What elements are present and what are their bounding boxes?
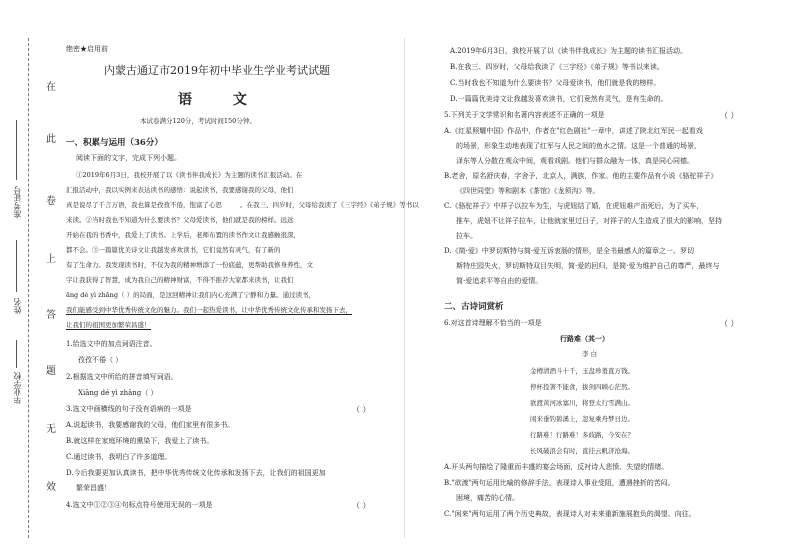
poem-line: 闲来垂钓碧溪上，忽复乘舟梦日边。 (530, 415, 634, 423)
exam-number-line[interactable] (16, 120, 17, 180)
passage-line: 汇报活动中，我以实例来表达读书的感悟：说起读书，我要感谢我的父母，他们 (66, 186, 294, 194)
q1-stem: 1.给选文中的加点词语注音。 (66, 340, 157, 348)
q6-option-b-cont: 困境，痛苦的心情。 (456, 494, 519, 502)
q3-option-d-cont: 繁荣昌盛！ (76, 484, 111, 492)
binding-char: 答 (46, 310, 56, 321)
q5-line: 泽东等人分散在观众中间，观看戏剧。他们与群众融为一体，真是同心同德。 (456, 157, 694, 165)
passage-line: 真是说尽了千言万语，我也算是孜孜不倦，饱富了心思 (66, 201, 222, 209)
exam-number-label: 准考证号 (13, 186, 22, 218)
passage-line: 来读。②当时我也不知道为什么要读书？父母爱读书，他们就是我的榜样。远远 (66, 216, 294, 224)
passage-line: āng dé yì zhǎng（ ）的局面，是这回精神让我们内心充满了宁静和力量。通过读书， (66, 291, 316, 299)
passage-line: 有了生命力。我发现读书时，不仅为我的精神增添了一份底蕴，更帮助我修身养性，文 (66, 261, 313, 269)
poem-title: 行路难（其一） (560, 334, 609, 343)
q6-option-a[interactable]: A.开头两句描绘了隆重而丰盛的宴会场面，反衬诗人悲愤、失望的情绪。 (444, 463, 669, 471)
section2-heading: 二、古诗词赏析 (444, 302, 504, 312)
q5-line: 的场景，形象生动地表现了红军与人民之间的鱼水之情。这是一个普通的场景， (456, 142, 701, 150)
q1-answer[interactable]: 孜孜不倦（ ） (78, 356, 123, 364)
q5-line: 简·爱追求平等自由的爱情。 (456, 277, 543, 285)
q3-option-c[interactable]: C.通过读书，我明白了许多道理。 (66, 453, 172, 461)
passage-line: 开始在我的书香中，我爱上了读书。上学后，老师布置的读书作文让我感触很深， (66, 231, 300, 239)
passage-line: 让我们的祖国更加繁荣昌盛！ (66, 321, 151, 329)
passage-line: 字让我获得了智慧，成为我自己的精神财富，不得不推荐大家都来读书，让我们 (66, 276, 294, 284)
poem-line: 金樽清酒斗十千，玉盘珍羞直万钱。 (530, 367, 634, 375)
q5-line: 《四世同堂》等和剧本《茶馆》《龙须沟》等。 (456, 187, 600, 195)
binding-char: 题 (46, 366, 56, 377)
passage-line: 。在我三、四岁时，父母给我读了《三字经》《弟子规》等书以 (240, 201, 419, 209)
q3-option-a[interactable]: A.说起读书，我要感谢我的父母，他们家里有很多书。 (66, 421, 235, 429)
poem-line: 行路难！行路难！多歧路，今安在？ (530, 431, 634, 439)
binding-char: 上 (46, 254, 56, 265)
q3-stem: 3.选文中画横线的句子没有语病的一项是 (66, 405, 192, 413)
binding-char: 在 (46, 82, 56, 93)
q3-option-b[interactable]: B.就这样在家庭环境的熏染下，我爱上了读书。 (66, 437, 214, 445)
poem-line: 欲渡黄河冰塞川，将登太行雪满山。 (530, 399, 634, 407)
q6-option-c[interactable]: C."闲来"两句运用了两个历史典故，表现诗人对未来重新施展抱负的渴望、向往。 (444, 510, 696, 518)
poem-author: 李 白 (582, 350, 598, 358)
q5-line: 推车，虎妞不让祥子拉车，让他就家里过日子，对祥子的人生造成了很大的影响，坚持 (456, 217, 722, 225)
subject-title: 语 文 (178, 92, 265, 108)
poem-line: 长风破浪会有时，直挂云帆济沧海。 (530, 447, 634, 455)
q4-option-c[interactable]: C.当时我也不知道为什么要读书？父母爱读书，他们就是我的榜样。 (450, 79, 661, 87)
poem-line: 停杯投箸不能食，拔剑四顾心茫然。 (530, 383, 634, 391)
q5-line[interactable]: D.《简·爱》中罗切斯特与简·爱互诉衷肠的情形，是全书最感人的篇章之一。罗切 (444, 247, 695, 255)
exam-note: 本试卷满分120分，考试时间150分钟。 (140, 117, 256, 125)
q6-answer-paren[interactable]: （ ） (720, 319, 739, 328)
school-line[interactable] (16, 340, 17, 368)
passage-line: 都不会。③一篇篇优美诗文让我越发喜欢读书，它们竟然有灵气，有了新的 (66, 246, 281, 254)
q6-stem: 6.对这首诗理解不恰当的一项是 (444, 319, 542, 327)
name-line[interactable] (16, 240, 17, 292)
q5-answer-paren[interactable]: （ ） (720, 111, 739, 120)
binding-char: 此 (46, 134, 56, 145)
secret-label: 绝密★启用前 (66, 45, 108, 53)
binding-char: 效 (46, 482, 56, 493)
binding-char: 卷 (46, 196, 56, 207)
q5-line[interactable]: A.《红星照耀中国》作品中，作者在"红色剧社"一章中，讲述了陕北红军民一起看戏 (444, 127, 703, 135)
q4-stem: 4.选文中①②③④句标点符号使用无误的一项是 (66, 501, 213, 509)
column-divider (404, 38, 405, 538)
q5-line: 拉车。 (456, 232, 477, 240)
q5-stem: 5.下列关于文学常识和名著内容表述不正确的一项是 (444, 111, 605, 119)
section1-heading: 一、积累与运用（36分） (66, 138, 163, 148)
binding-line (28, 38, 29, 538)
school-label: 毕业学校 (13, 372, 22, 404)
q2-stem: 2.根据选文中所给的拼音填写词语。 (66, 373, 178, 381)
q4-answer-paren[interactable]: （ ） (352, 501, 371, 510)
q4-option-d[interactable]: D.一篇篇优美诗文让我越发喜欢读书，它们竟然有灵气，是有生命的。 (450, 95, 668, 103)
q3-answer-paren[interactable]: （ ） (352, 405, 371, 414)
name-label: 姓名 (13, 298, 22, 314)
q6-option-b[interactable]: B."欲渡"两句运用比喻的修辞手法，表现诗人事业受阻，遭遇挫折的苦闷。 (444, 479, 675, 487)
passage-line: ①2019年6月3日，我校开展了以《读书伴我成长》为主题的读书汇报活动。在 (76, 171, 303, 179)
q5-line: 斯特庄园失火，罗切斯特双目失明，简·爱的回归，是简·爱为维护自己的尊严，最终与 (456, 262, 720, 270)
passage-line: 我们能感受到中华优秀传统文化的魅力。我们一起热爱读书，让中华优秀传统文化传承和发扬下去， (66, 306, 352, 314)
q4-option-a[interactable]: A.2019年6月3日，我校开展了以《读书伴我成长》为主题的读书汇报活动。 (450, 47, 688, 55)
binding-char: 无 (46, 424, 56, 435)
q4-option-b[interactable]: B.在我三、四岁时，父母给我读了《三字经》《弟子规》等书以来读。 (450, 63, 664, 71)
section1-instruction: 阅读下面的文字，完成下列小题。 (76, 154, 181, 162)
exam-title: 内蒙古通辽市2019年初中毕业生学业考试试题 (104, 64, 330, 77)
q2-answer[interactable]: Xiāng dé yì zhāng（ ） (78, 389, 158, 397)
q5-line[interactable]: C.《骆驼祥子》中祥子以拉车为生，与虎妞结了婚，在虎妞难产而死后，为了买车， (444, 202, 704, 210)
q5-line[interactable]: B.老舍，原名舒庆春，字舍予，北京人，满族，作家。他的主要作品有小说《骆驼祥子》 (444, 172, 718, 180)
q3-option-d[interactable]: D.今后我要更加认真读书，把中华优秀传统文化传承和发扬下去，让我们的祖国更加 (66, 469, 326, 477)
